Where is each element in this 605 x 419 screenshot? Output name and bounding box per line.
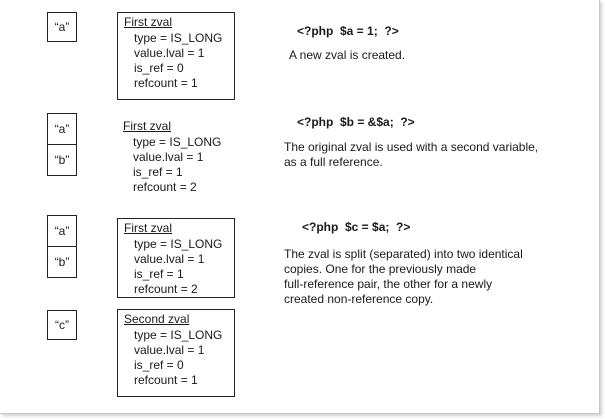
variable-c: “c” xyxy=(47,310,77,340)
zval-box xyxy=(117,12,235,100)
php-code: <?php $b = &$a; ?> xyxy=(297,115,415,129)
description-line: as a full reference. xyxy=(284,155,383,169)
step-description xyxy=(284,140,554,170)
zval-title: First zval xyxy=(123,119,171,133)
zval-refcount: refcount = 1 xyxy=(134,373,198,387)
zval-box-second xyxy=(117,309,235,397)
zval-box xyxy=(117,117,235,197)
variable-b: “b” xyxy=(47,247,77,278)
description-line: created non-reference copy. xyxy=(284,292,434,306)
zval-refcount: refcount = 2 xyxy=(134,282,198,296)
zval-value: value.lval = 1 xyxy=(134,46,205,60)
variable-a: “a” xyxy=(47,113,77,145)
zval-value: value.lval = 1 xyxy=(133,150,204,164)
description-line: The original zval is used with a second variable, xyxy=(284,140,539,154)
variable-a: “a” xyxy=(47,12,77,42)
zval-is-ref: is_ref = 0 xyxy=(134,61,184,75)
description-line: full-reference pair, the other for a newly xyxy=(284,277,493,291)
zval-refcount: refcount = 1 xyxy=(134,76,198,90)
description-line: The zval is split (separated) into two identical xyxy=(284,247,523,261)
step-description: A new zval is created. xyxy=(289,48,406,62)
zval-title: First zval xyxy=(124,221,172,235)
zval-is-ref: is_ref = 0 xyxy=(134,358,184,372)
zval-type: type = IS_LONG xyxy=(134,237,223,251)
zval-type: type = IS_LONG xyxy=(133,135,222,149)
description-line: copies. One for the previously made xyxy=(284,262,477,276)
php-code: <?php $a = 1; ?> xyxy=(297,24,399,38)
variable-a: “a” xyxy=(47,215,77,247)
zval-is-ref: is_ref = 1 xyxy=(134,267,184,281)
zval-box-first xyxy=(117,218,235,298)
zval-type: type = IS_LONG xyxy=(134,328,223,342)
zval-is-ref: is_ref = 1 xyxy=(133,165,183,179)
variable-b: “b” xyxy=(47,145,77,176)
zval-type: type = IS_LONG xyxy=(134,31,223,45)
zval-value: value.lval = 1 xyxy=(134,343,205,357)
step-description xyxy=(284,247,554,307)
zval-value: value.lval = 1 xyxy=(134,252,205,266)
php-code: <?php $c = $a; ?> xyxy=(302,220,411,234)
zval-title: Second zval xyxy=(124,312,190,326)
zval-refcount: refcount = 2 xyxy=(133,180,197,194)
zval-title: First zval xyxy=(124,15,172,29)
